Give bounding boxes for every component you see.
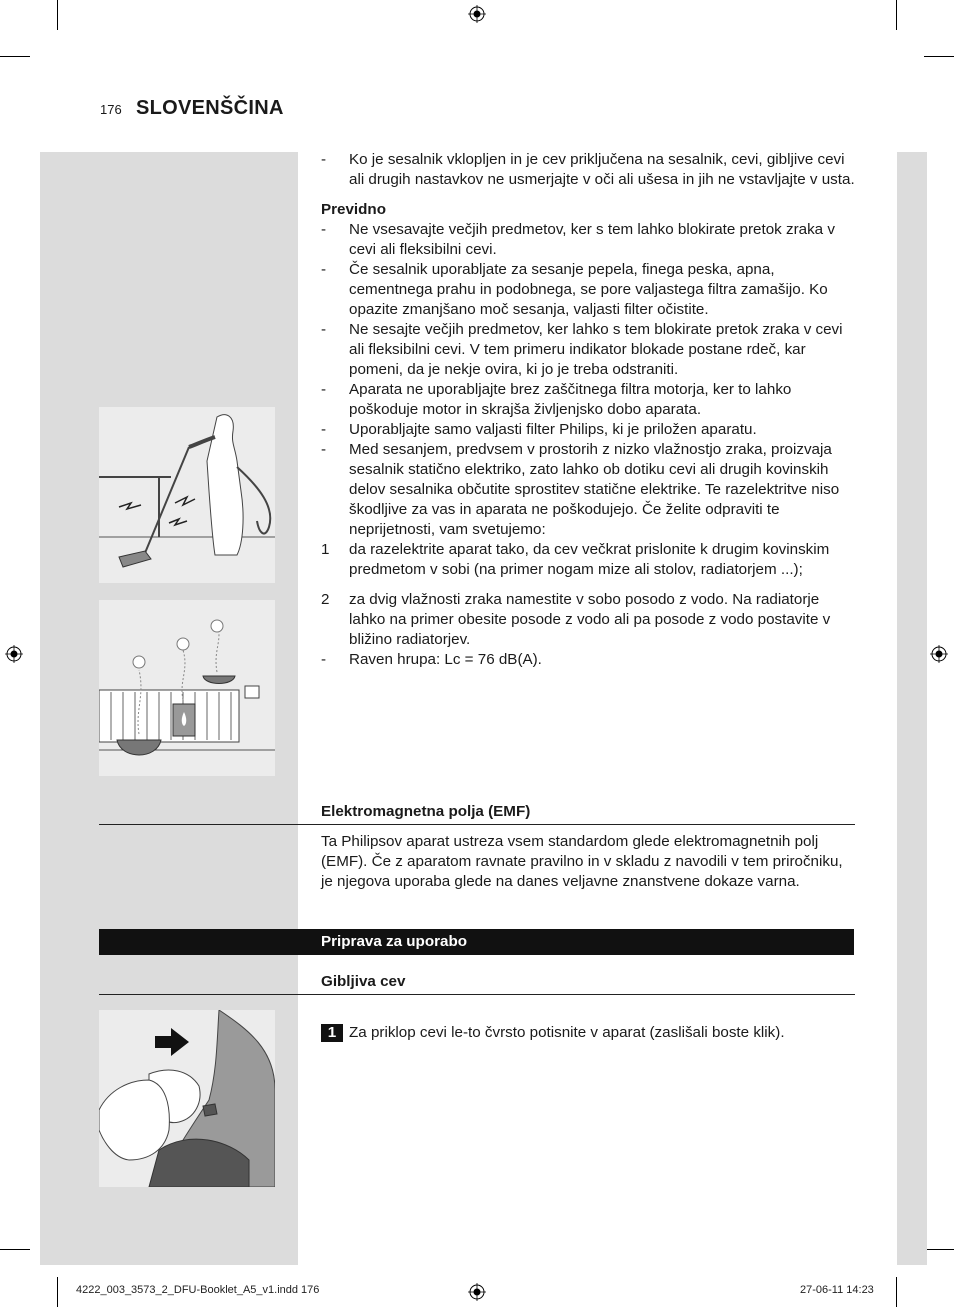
list-item-text: Ne sesajte večjih predmetov, ker lahko s tem blokirate pretok zraka v cevi ali fleksibilni cevi. V tem primeru indikator blokade postane rdeč, kar pomeni, da je nekje ovira, ki jo je treba odstraniti. [349, 321, 843, 378]
section-bar [99, 929, 854, 955]
radiator-humidity-illustration [99, 600, 275, 776]
caution-list-continued [321, 590, 856, 670]
list-item [321, 380, 856, 420]
page-number: 176 [100, 102, 122, 117]
list-item: - Ko je sesalnik vklopljen in je cev priključena na sesalnik, cevi, gibljive cevi ali drugih nastavkov ne usmerjajte v oči ali ušesa in jih ne vstavljajte v usta. [321, 151, 855, 188]
list-marker: 2 [321, 591, 330, 608]
section-divider [99, 994, 855, 995]
step-number-badge: 1 [321, 1024, 343, 1042]
list-item-text: da razelektrite aparat tako, da cev večkrat prislonite k drugim kovinskim predmetom v sobi (na primer nogam mize ali stolov, radiatorjem ...); [349, 541, 830, 578]
list-marker: - [321, 221, 327, 238]
list-item-text: Med sesanjem, predvsem v prostorih z nizko vlažnostjo zraka, proizvaja sesalnik statično elektriko, zato lahko ob dotiku cevi ali drugih kovinskih delov sesalnika občutite sprostitev statične elektrike. Te razelektritve niso škodljive za vas in aparata ne poškodujejo. Če želite odpraviti te neprijetnosti, vam svetujemo: [349, 441, 840, 538]
list-marker: - [321, 321, 327, 338]
step-text: Za priklop cevi le-to čvrsto potisnite v aparat (zaslišali boste klik). [349, 1024, 785, 1041]
crop-mark [924, 1249, 954, 1250]
list-marker: 1 [321, 541, 330, 558]
crop-mark [924, 56, 954, 57]
registration-mark-icon [5, 645, 23, 663]
callout-pointer [276, 560, 298, 582]
section-divider [99, 824, 855, 825]
caution-list [321, 220, 856, 580]
crop-mark [0, 1249, 30, 1250]
registration-mark-icon [468, 5, 486, 23]
list-item [321, 650, 856, 670]
list-item-text: Raven hrupa: Lc = 76 dB(A). [349, 651, 542, 668]
list-item [321, 440, 856, 540]
crop-mark [0, 56, 30, 57]
crop-mark [57, 0, 58, 30]
list-marker: - [321, 441, 327, 458]
list-item-text: Ne vsesavajte večjih predmetov, ker s tem lahko blokirate pretok zraka v cevi ali fleksibilni cevi. [349, 221, 835, 258]
list-marker: - [321, 651, 327, 668]
vacuum-static-illustration [99, 407, 275, 583]
footer-date: 27-06-11 14:23 [800, 1284, 874, 1296]
footer-file: 4222_003_3573_2_DFU-Booklet_A5_v1.indd 176 [76, 1284, 320, 1296]
crop-mark [896, 1277, 897, 1307]
caution-heading: Previdno [321, 201, 386, 218]
list-item-text: Če sesalnik uporabljate za sesanje pepela, finega peska, apna, cementnega prahu in podobnega, se pore valjastega filtra zamašijo. Ko opazite zmanjšano moč sesanja, valjasti filter očistite. [349, 261, 828, 318]
list-marker: - [321, 261, 327, 278]
registration-mark-icon [468, 1283, 486, 1301]
right-margin-panel [897, 152, 927, 1265]
list-item [321, 590, 856, 650]
registration-mark-icon [930, 645, 948, 663]
hose-connect-illustration [99, 1010, 275, 1187]
list-marker: - [321, 421, 327, 438]
callout-pointer [276, 1020, 298, 1042]
emf-text: Ta Philipsov aparat ustreza vsem standardom glede elektromagnetnih polj (EMF). Če z aparatom ravnate pravilno in v skladu z navodili v tem priročniku, je njegova uporaba glede na danes veljavne znanstvene dokaze varna. [321, 833, 843, 890]
emf-heading: Elektromagnetna polja (EMF) [321, 803, 531, 820]
list-item-text: za dvig vlažnosti zraka namestite v sobo posodo z vodo. Na radiatorje lahko na primer obesite posode z vodo ali pa posode z vodo postavite v bližino radiatorjev. [349, 591, 831, 648]
page-title: SLOVENŠČINA [136, 97, 284, 119]
section-bar-title: Priprava za uporabo [321, 933, 468, 950]
list-item [321, 260, 856, 320]
list-item [321, 320, 856, 380]
crop-mark [57, 1277, 58, 1307]
warnings-section [321, 150, 856, 670]
list-item-text: Uporabljajte samo valjasti filter Philips, ki je priložen aparatu. [349, 421, 757, 438]
list-marker: - [321, 381, 327, 398]
list-item [321, 220, 856, 260]
crop-mark [896, 0, 897, 30]
list-item-text: Aparata ne uporabljajte brez zaščitnega filtra motorja, ker to lahko poškoduje motor in skrajša življenjsko dobo aparata. [349, 381, 792, 418]
hose-heading: Gibljiva cev [321, 973, 406, 990]
list-item [321, 420, 856, 440]
list-item [321, 540, 856, 580]
callout-pointer [276, 608, 298, 630]
hose-step [321, 1023, 856, 1043]
